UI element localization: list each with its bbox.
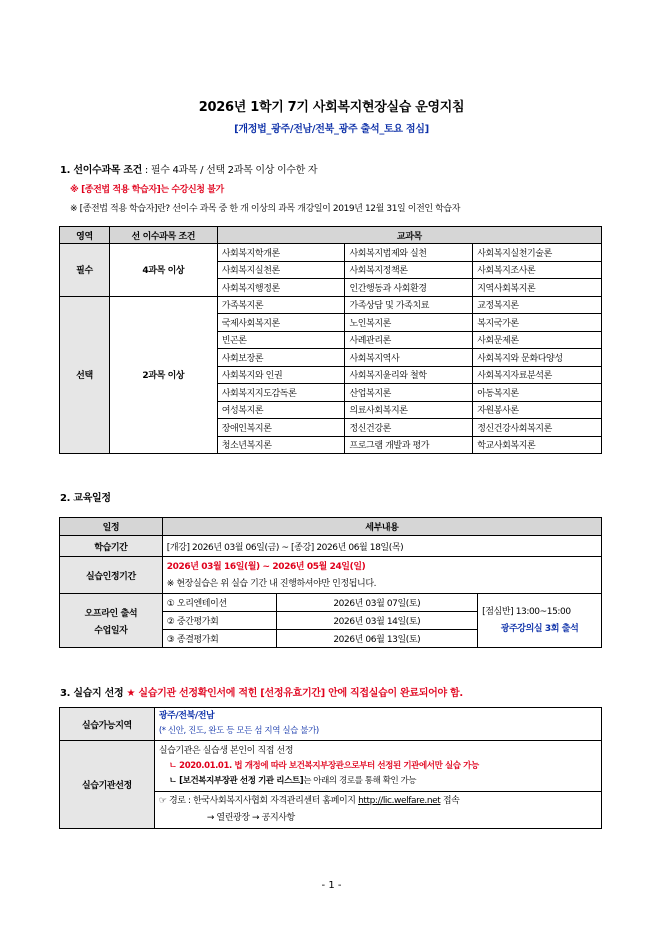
header-details: 세부내용 [162,518,601,536]
institution-line3 [159,774,597,789]
subject-cell: 교정복지론 [473,296,602,314]
subject-cell: 사회복지학개론 [217,244,345,262]
subject-cell: 아동복지론 [473,384,602,402]
subject-cell: 지역사회복지론 [473,279,602,297]
offline-label [60,594,163,648]
subject-cell: 사회복지지도감독론 [217,384,345,402]
area-required: 필수 [60,244,110,297]
prerequisite-table [59,226,602,454]
table-row [60,557,602,594]
subject-cell: 사회복지와 인권 [217,366,345,384]
offline-session-name: ① 오리엔테이션 [162,594,276,612]
subject-cell: 사회복지와 문화다양성 [473,349,602,367]
route-cell [154,792,601,829]
route-suffix: 접속 [442,796,460,806]
offline-place: 광주강의실 3회 출석 [500,623,579,634]
study-period-label: 학습기간 [60,536,163,557]
subject-cell: 가족복지론 [217,296,345,314]
site-selection-table [59,707,602,829]
institution-line2: ㄴ 2020.01.01. 법 개정에 따라 보건복지부장관으로부터 선정된 기관에서만 실습 가능 [168,760,479,771]
subject-cell: 프로그램 개발과 평가 [345,436,473,454]
subject-cell: 사회복지역사 [345,349,473,367]
subject-cell: 사회복지윤리와 철학 [345,366,473,384]
institution-cell [154,741,601,792]
header-schedule: 일정 [60,518,163,536]
header-subjects: 교과목 [217,227,601,244]
subject-cell: 자원봉사론 [473,401,602,419]
institution-line3-bold: ㄴ [보건복지부장관 선정 기관 리스트] [168,775,304,786]
subject-cell: 사회복지행정론 [217,279,345,297]
offline-session-date: 2026년 06월 13일(토) [276,630,478,648]
route-line2: → 열린광장 → 공지사항 [206,813,295,823]
table-header-row [60,518,602,536]
region-value: 광주/전북/전남 [158,711,215,721]
subject-cell: 가족상담 및 가족치료 [345,296,473,314]
subject-cell: 인간행동과 사회환경 [345,279,473,297]
subject-cell: 사례관리론 [345,331,473,349]
region-note: (* 신안, 진도, 완도 등 모든 섬 지역 실습 불가) [158,726,319,736]
practicum-period-value: 2026년 03월 16일(월) ~ 2026년 05월 24일(일) [166,561,366,572]
table-header-row [60,227,602,244]
area-elective: 선택 [60,296,110,454]
schedule-table [59,517,602,648]
subject-cell: 사회복지정책론 [345,261,473,279]
table-row [60,296,602,314]
offline-session-name: ② 중간평가회 [162,612,276,630]
practicum-period-note: ※ 현장실습은 위 실습 기간 내 진행하셔야만 인정됩니다. [166,578,377,589]
subject-cell: 정신건강론 [345,419,473,437]
subject-cell: 사회복지법제와 실천 [345,244,473,262]
condition-elective: 2과목 이상 [109,296,217,454]
table-row [60,536,602,557]
institution-line3-rest: 는 아래의 경로를 통해 확인 가능 [303,775,417,786]
subject-cell: 여성복지론 [217,401,345,419]
section3-heading-warning: 실습기관 선정확인서에 적힌 [선정유효기간] 안에 직접실습이 완료되어야 함. [138,688,463,699]
offline-time-place [478,594,602,648]
section2-heading: 2. 교육일정 [60,493,111,504]
subject-cell: 산업복지론 [345,384,473,402]
subject-cell: 사회복지조사론 [473,261,602,279]
subject-cell: 사회문제론 [473,331,602,349]
subject-cell: 노인복지론 [345,314,473,332]
subject-cell: 사회복지자료분석론 [473,366,602,384]
subject-cell: 청소년복지론 [217,436,345,454]
star-icon: ★ [126,688,136,699]
subject-cell: 학교사회복지론 [473,436,602,454]
offline-session-name: ③ 종결평가회 [162,630,276,648]
table-row [60,244,602,262]
page-subtitle: [개정법_광주/전남/전북_광주 출석_토요 점심] [234,124,429,135]
subject-cell: 국제사회복지론 [217,314,345,332]
table-row [60,708,602,741]
offline-label-line2: 수업일자 [94,625,128,636]
offline-session-date: 2026년 03월 14일(토) [276,612,478,630]
section1-heading-title: 1. 선이수과목 조건 [60,165,143,176]
subject-cell: 사회보장론 [217,349,345,367]
section3-heading [60,684,463,699]
institution-line1: 실습기관은 실습생 본인이 직접 선정 [158,745,294,756]
practicum-period-label: 실습인정기간 [60,557,163,594]
table-row [60,741,602,792]
section1-note-definition: ※ [종전법 적용 학습자]란? 선이수 과목 중 한 개 이상의 과목 개강일이 2019년 12월 31일 이전인 학습자 [70,204,461,214]
offline-time: [점심반] 13:00~15:00 [482,606,571,617]
section3-heading-title: 3. 실습지 선정 [60,688,124,699]
subject-cell: 장애인복지론 [217,419,345,437]
welfare-link[interactable]: http://lic.welfare.net [358,796,441,806]
study-period-value: [개강] 2026년 03월 06일(금) ~ [종강] 2026년 06월 18일(목) [162,536,601,557]
subject-cell: 의료사회복지론 [345,401,473,419]
section1-note-restriction: ※ [종전법 적용 학습자]는 수강신청 불가 [70,185,224,195]
subject-cell: 사회복지실천기술론 [473,244,602,262]
table-row [60,594,602,612]
route-prefix: ☞ 경로 : 한국사회복지사협회 자격관리센터 홈페이지 [158,796,356,806]
page-title: 2026년 1학기 7기 사회복지현장실습 운영지침 [198,100,465,115]
region-label: 실습가능지역 [60,708,155,741]
subject-cell: 복지국가론 [473,314,602,332]
route-line1 [159,793,597,810]
section1-heading-rest: : 필수 4과목 / 선택 2과목 이상 이수한 자 [142,165,318,176]
subject-cell: 빈곤론 [217,331,345,349]
section1-heading [60,161,317,176]
header-condition: 선 이수과목 조건 [109,227,217,244]
offline-label-line1: 오프라인 출석 [84,608,138,619]
page-number: - 1 - [321,880,342,891]
practicum-period-cell [162,557,601,594]
region-cell [154,708,601,741]
header-area: 영역 [60,227,110,244]
subject-cell: 정신건강사회복지론 [473,419,602,437]
subject-cell: 사회복지실천론 [217,261,345,279]
condition-required: 4과목 이상 [109,244,217,297]
offline-session-date: 2026년 03월 07일(토) [276,594,478,612]
institution-label: 실습기관선정 [60,741,155,829]
